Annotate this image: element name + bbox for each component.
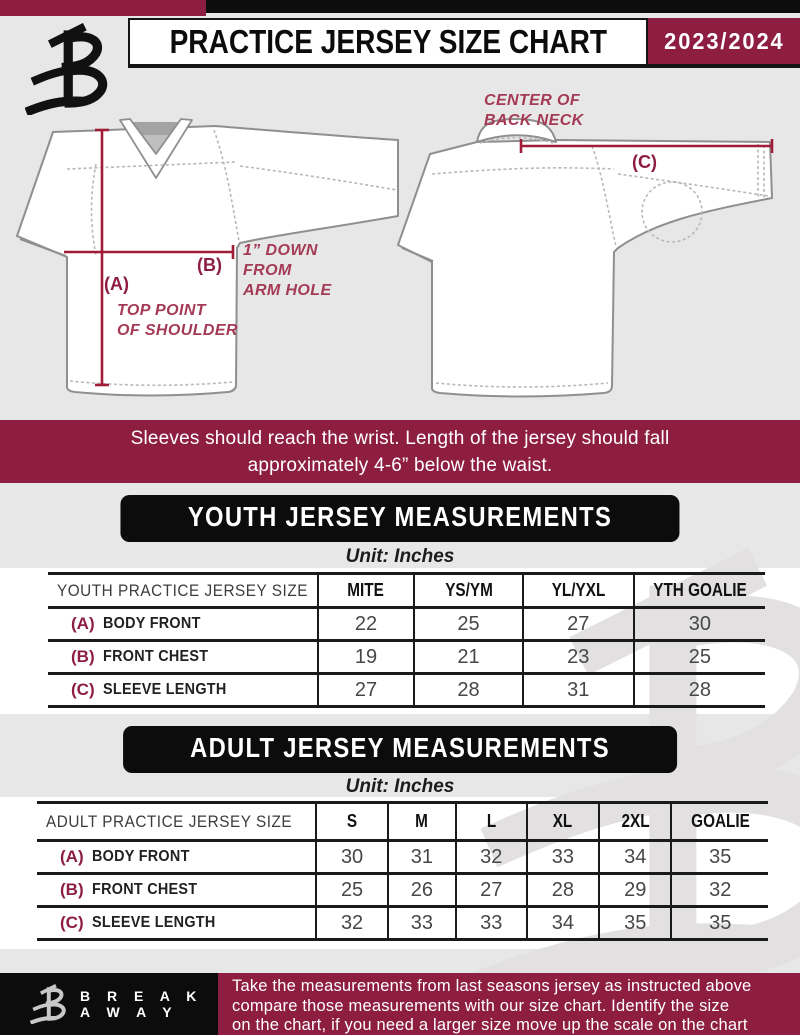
measure-a-key: (A) — [104, 274, 129, 294]
footer-line2: compare those measurements with our size chart. Identify the size — [232, 996, 730, 1015]
measure-b-description: 1” DOWN FROM ARM HOLE — [243, 242, 332, 299]
fit-note-banner — [0, 420, 800, 483]
title-banner — [128, 18, 648, 68]
table-row: (C) SLEEVE LENGTH 32 33 33 34 35 35 — [37, 907, 768, 940]
table-row: (B) FRONT CHEST 19 21 23 25 — [48, 641, 765, 674]
fit-note-line1: Sleeves should reach the wrist. Length of the jersey should fall — [130, 428, 670, 449]
youth-col-ylyxl: YL/YXL — [551, 580, 605, 600]
youth-table-header-label: YOUTH PRACTICE JERSEY SIZE — [57, 580, 308, 600]
season-label: 2023/2024 — [663, 27, 785, 54]
footer — [0, 973, 800, 1035]
youth-section-title: YOUTH JERSEY MEASUREMENTS — [187, 501, 613, 532]
adult-col-s: S — [346, 811, 358, 831]
measure-b-key: (B) — [197, 255, 222, 275]
page-title: PRACTICE JERSEY SIZE CHART — [169, 23, 607, 60]
season-badge — [648, 18, 800, 68]
youth-table-header-row — [48, 574, 765, 608]
footer-line1: Take the measurements from last seasons jersey as instructed above — [232, 977, 752, 995]
adult-col-m: M — [415, 811, 429, 831]
table-row: (A) BODY FRONT 30 31 32 33 34 35 — [37, 841, 768, 874]
breakaway-logo-icon — [30, 984, 70, 1024]
brand-name: B R E A K A W A Y — [80, 988, 203, 1020]
jersey-measurement-diagram — [0, 90, 800, 420]
adult-col-goalie: GOALIE — [690, 811, 750, 831]
table-row: (B) FRONT CHEST 25 26 27 28 29 32 — [37, 874, 768, 907]
adult-table-header-label: ADULT PRACTICE JERSEY SIZE — [46, 811, 293, 831]
decor-strip-black — [206, 0, 800, 13]
measure-c-key: (C) — [632, 152, 657, 172]
youth-col-goalie: YTH GOALIE — [653, 580, 747, 600]
adult-col-2xl: 2XL — [621, 811, 650, 831]
measure-c-description: CENTER OF BACK NECK — [484, 92, 584, 129]
fit-note-line2: approximately 4-6” below the waist. — [247, 455, 553, 476]
jersey-line-art — [0, 90, 800, 420]
table-row: (C) SLEEVE LENGTH 27 28 31 28 — [48, 674, 765, 707]
measure-a-description: TOP POINT OF SHOULDER — [117, 302, 238, 339]
adult-col-xl: XL — [553, 811, 573, 831]
table-row: (A) BODY FRONT 22 25 27 30 — [48, 608, 765, 641]
footer-instructions — [218, 973, 800, 1035]
youth-col-ysym: YS/YM — [444, 580, 493, 600]
adult-col-l: L — [486, 811, 496, 831]
youth-size-table — [48, 572, 765, 708]
adult-section-title: ADULT JERSEY MEASUREMENTS — [190, 732, 610, 763]
footer-brand-block — [0, 973, 218, 1035]
youth-section-banner — [120, 495, 679, 542]
adult-section-banner — [123, 726, 677, 773]
decor-strip-maroon — [0, 0, 206, 16]
adult-size-table — [37, 801, 768, 941]
footer-line3: on the chart, if you need a larger size move up the scale on the chart — [232, 1016, 748, 1034]
adult-unit-label: Unit: Inches — [345, 776, 455, 797]
youth-col-mite: MITE — [347, 580, 385, 600]
youth-unit-label: Unit: Inches — [345, 546, 455, 567]
adult-table-header-row — [37, 803, 768, 841]
